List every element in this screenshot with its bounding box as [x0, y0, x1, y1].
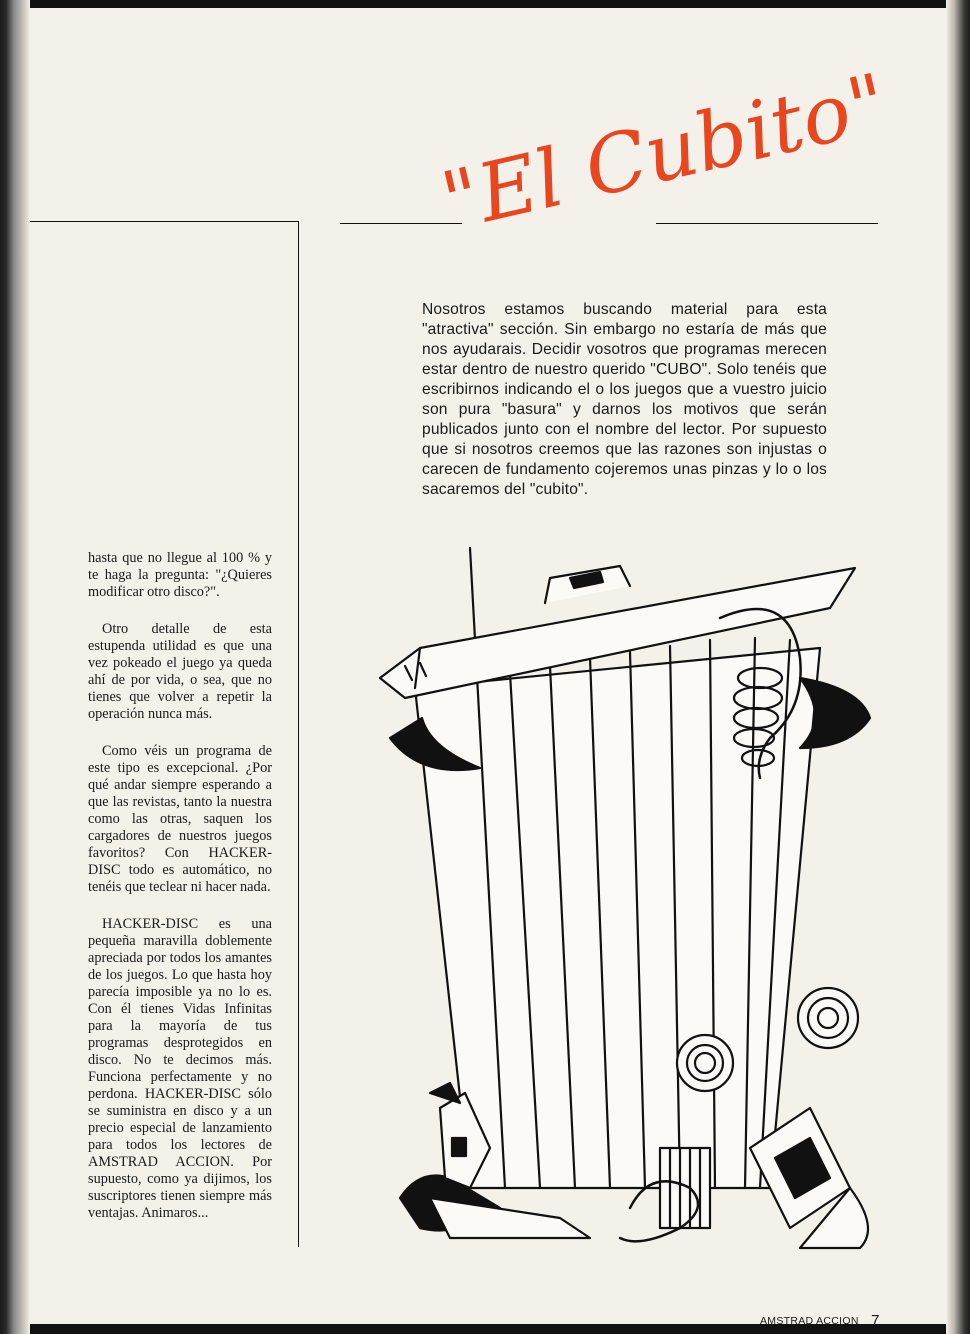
title-rule-left: [340, 223, 462, 224]
binding-edge: [0, 0, 30, 1334]
trash-can-illustration: [360, 548, 880, 1248]
magazine-name: AMSTRAD ACCION: [760, 1314, 859, 1327]
scan-border-top: [0, 0, 970, 8]
intro-paragraph: Nosotros estamos buscando material para esta "atractiva" sección. Sin embargo no estaría de más que nos ayudarais. Decidir vosotros que programas merecen estar dentro de nuestro querido "CUBO". Solo tenéis que escribirnos indicando el o los juegos que a vuestro juicio son pura "basura" y darnos los motivos que serán publicados junto con el nombre del lector. Por supuesto que si nosotros creemos que las razones son injustas o carecen de fundamento cojeremos unas pinzas y lo o los sacaremos del "cubito".: [422, 301, 827, 498]
page-number: 7: [871, 1312, 880, 1330]
page-title: [433, 56, 896, 262]
left-column-text: [88, 550, 272, 1242]
paragraph: hasta que no llegue al 100 % y te haga la pregunta: "¿Quieres modificar otro disco?".: [88, 550, 272, 600]
paragraph: Otro detalle de esta estupenda utilidad es que una vez pokeado el juego ya queda ahí de por vida, o sea, que no tienes que volver a repetir la operación nunca más.: [88, 621, 272, 722]
page-edge: [946, 0, 970, 1334]
title-text: "El Cubito": [433, 56, 896, 249]
paragraph: HACKER-DISC es una pequeña maravilla doblemente apreciada por todos los amantes de los juegos. Lo que hasta hoy parecía imposible ya no lo es. Con él tienes Vidas Infinitas para la mayoría de tus programas desprotegidos en disco. No te decimos más. Funciona perfectamente y no perdona. HACKER-DISC sólo se suministra en disco y a un precio especial de lanzamiento para todos los lectores de AMSTRAD ACCION. Por supuesto, como ya dijimos, los suscriptores tienen siempre más ventajas. Animaros...: [88, 916, 272, 1221]
paragraph: Como véis un programa de este tipo es excepcional. ¿Por qué andar siempre esperando a que las revistas, tanto la nuestra como las otras, saquen los cargadores de nuestros juegos favoritos? Con HACKER-DISC todo es automático, no tenéis que teclear ni hacer nada.: [88, 743, 272, 895]
page-footer: [760, 1312, 880, 1330]
